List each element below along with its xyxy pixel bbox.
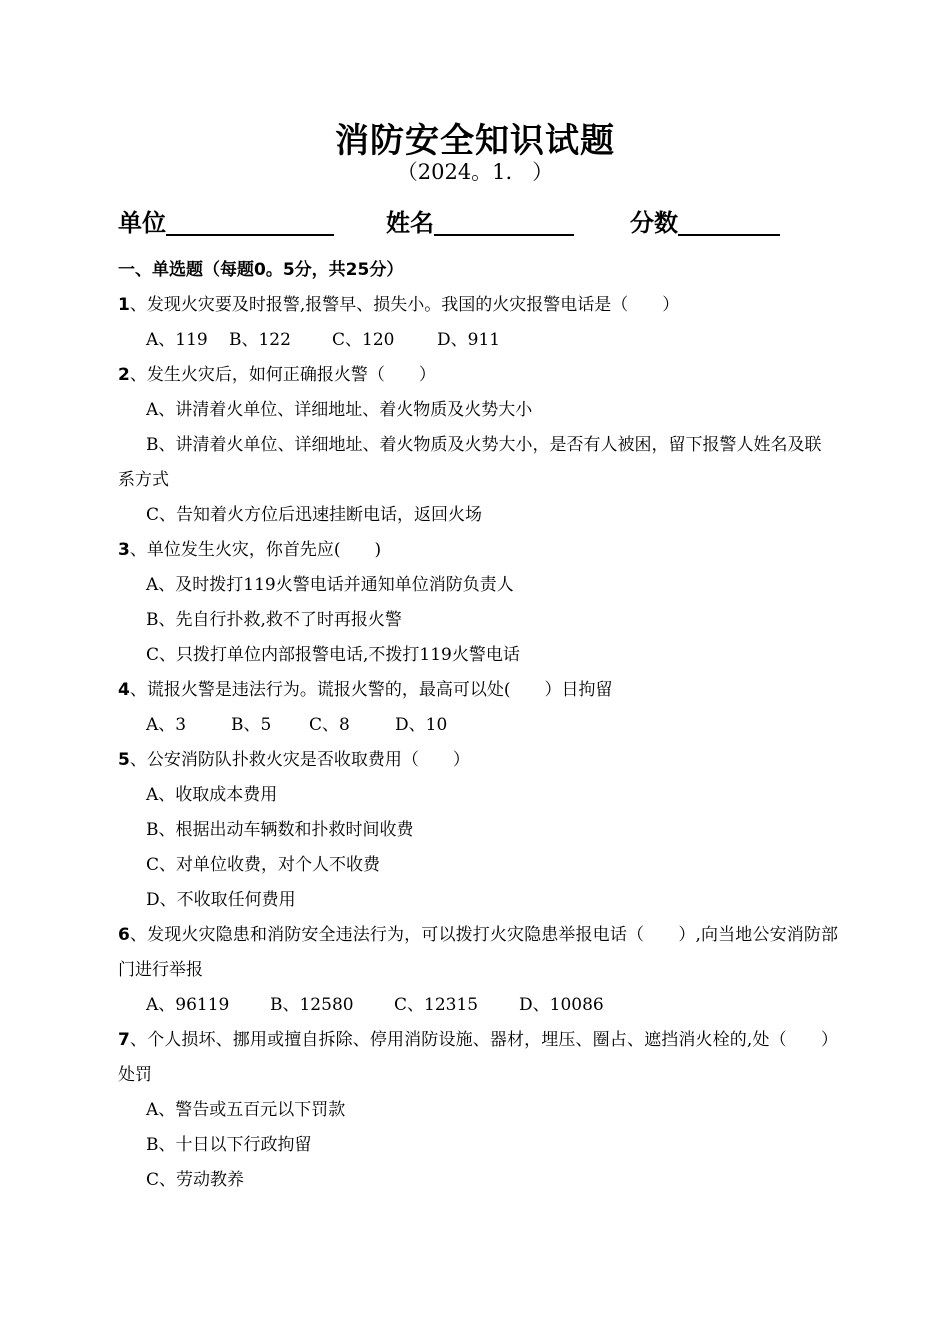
question-5 (118, 743, 838, 778)
option-a[interactable]: A、收取成本费用 (146, 785, 278, 805)
question-text: 、个人损坏、挪用或擅自拆除、停用消防设施、器材，埋压、圈占、遮挡消火栓的,处（ ）处罚 (118, 1030, 838, 1085)
option-a[interactable]: A、3 (146, 715, 187, 735)
option-c[interactable]: C、120 (332, 330, 395, 350)
option-c[interactable]: C、劳动教养 (146, 1170, 245, 1190)
option-a[interactable]: A、讲清着火单位、详细地址、着火物质及火势大小 (146, 400, 533, 420)
option-b[interactable]: B、根据出动车辆数和扑救时间收费 (146, 820, 414, 840)
question-4 (118, 673, 838, 708)
question-2 (118, 358, 838, 393)
question-text: 、发现火灾要及时报警,报警早、损失小。我国的火灾报警电话是（ ） (129, 295, 680, 315)
option-d[interactable]: D、10 (395, 715, 448, 735)
question-number: 3 (118, 540, 130, 560)
option-a[interactable]: A、及时拨打119火警电话并通知单位消防负责人 (146, 575, 514, 595)
name-blank-line[interactable] (434, 206, 574, 236)
question-text: 、发现火灾隐患和消防安全违法行为，可以拨打火灾隐患举报电话（ ）,向当地公安消防部门进行举报 (118, 925, 838, 980)
option-b[interactable]: B、122 (229, 330, 291, 350)
question-1 (118, 288, 838, 323)
score-field[interactable] (630, 205, 780, 241)
option-c[interactable]: C、对单位收费，对个人不收费 (146, 855, 381, 875)
option-b[interactable]: B、5 (231, 715, 272, 735)
unit-field[interactable] (118, 205, 334, 241)
options-row (118, 708, 838, 743)
question-number: 2 (118, 365, 130, 385)
score-label: 分数 (630, 209, 678, 237)
exam-date: （2024。1. ） (396, 160, 554, 184)
question-number: 4 (118, 680, 130, 700)
question-7 (118, 1023, 838, 1093)
question-number: 1 (118, 295, 130, 315)
option-c[interactable]: C、8 (309, 715, 350, 735)
option-a[interactable]: A、119 (146, 330, 208, 350)
question-text: 、谎报火警是违法行为。谎报火警的，最高可以处( ）日拘留 (129, 680, 613, 700)
section-heading-single-choice: 一、单选题（每题0。5分，共25分） (118, 260, 404, 280)
question-list (118, 288, 838, 1198)
question-text: 、发生火灾后，如何正确报火警（ ） (129, 365, 436, 385)
option-a[interactable]: A、警告或五百元以下罚款 (146, 1100, 346, 1120)
option-c[interactable]: C、只拨打单位内部报警电话,不拨打119火警电话 (146, 645, 520, 665)
options-row (118, 323, 838, 358)
option-a[interactable]: A、96119 (146, 995, 230, 1015)
option-b[interactable]: B、先自行扑救,救不了时再报火警 (146, 610, 402, 630)
exam-title: 消防安全知识试题 (335, 121, 615, 161)
option-d[interactable]: D、911 (437, 330, 501, 350)
question-number: 5 (118, 750, 130, 770)
score-blank-line[interactable] (678, 206, 780, 236)
question-3 (118, 533, 838, 568)
options-row (118, 988, 838, 1023)
name-field[interactable] (386, 205, 574, 241)
question-number: 6 (118, 925, 130, 945)
unit-label: 单位 (118, 209, 166, 237)
option-c[interactable]: C、告知着火方位后迅速挂断电话，返回火场 (146, 505, 483, 525)
option-b[interactable]: B、十日以下行政拘留 (146, 1135, 312, 1155)
option-c[interactable]: C、12315 (394, 995, 479, 1015)
unit-blank-line[interactable] (166, 206, 334, 236)
option-b[interactable]: B、讲清着火单位、详细地址、着火物质及火势大小，是否有人被困，留下报警人姓名及联系方式 (118, 435, 822, 490)
question-6 (118, 918, 838, 988)
question-text: 、公安消防队扑救火灾是否收取费用（ ） (129, 750, 470, 770)
option-b[interactable]: B、12580 (270, 995, 354, 1015)
question-number: 7 (118, 1030, 130, 1050)
option-d[interactable]: D、不收取任何费用 (146, 890, 296, 910)
question-text: 、单位发生火灾，你首先应( ) (129, 540, 382, 560)
name-label: 姓名 (386, 209, 434, 237)
option-d[interactable]: D、10086 (519, 995, 604, 1015)
